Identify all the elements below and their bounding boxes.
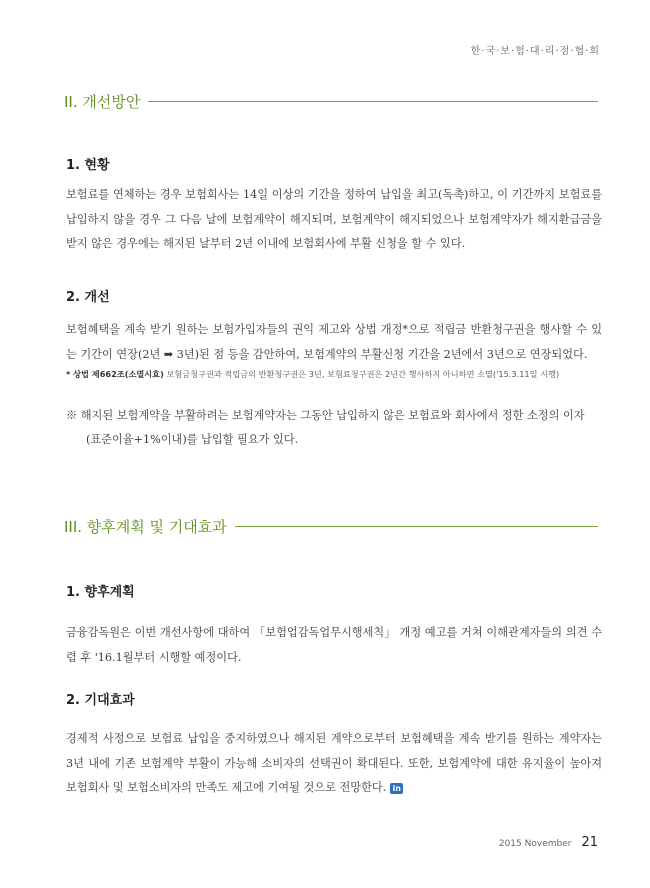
section-3-header bbox=[64, 515, 598, 537]
footnote bbox=[66, 369, 606, 380]
subheading-improve: 2. 개선 bbox=[66, 290, 110, 305]
section-divider bbox=[148, 101, 598, 102]
section-2-title: II. 개선방안 bbox=[64, 92, 141, 111]
remark-line-2: (표준이율+1%이내)를 납입할 필요가 있다. bbox=[86, 433, 299, 446]
issue-date: 2015 November bbox=[498, 839, 572, 849]
article-end-mark-icon: in bbox=[390, 783, 403, 794]
paragraph-effect-text: 경제적 사정으로 보험료 납입을 중지하였으나 해지된 계약으로부터 보험혜택을 계속 받기를 원하는 계약자는 3년 내에 기존 보험계약 부활이 가능해 소비자의 선택권이 확대된다. 또한, 보험계약에 대한 유지율이 높아져 보험회사 및 보험소비자의 만족도 제고에 기여될 것으로 전망한다. bbox=[66, 732, 602, 794]
remark-block bbox=[66, 404, 602, 452]
page-footer bbox=[499, 835, 598, 850]
subheading-plan: 1. 향후계획 bbox=[66, 585, 135, 600]
section-2-header bbox=[64, 90, 598, 112]
paragraph-improve: 보험혜택을 계속 받기 원하는 보험가입자들의 권익 제고와 상법 개정*으로 적립금 반환청구권을 행사할 수 있는 기간이 연장(2년 ➡ 3년)된 점 등을 감안하여, 보험계약의 부활신청 기간을 2년에서 3년으로 연장되었다. bbox=[66, 323, 602, 361]
footnote-text: 보험금청구권과 적립금의 반환청구권은 3년, 보험료청구권은 2년간 행사하지 아니하면 소멸('15.3.11일 시행) bbox=[163, 369, 560, 379]
subheading-current: 1. 현황 bbox=[66, 158, 110, 173]
footnote-label: * 상법 제662조(소멸시효) bbox=[66, 369, 164, 379]
header-organization: 한·국·보·험·대·리·점·협·회 bbox=[470, 46, 600, 57]
section-3-title: III. 향후계획 및 기대효과 bbox=[64, 517, 227, 536]
section-divider bbox=[235, 526, 598, 527]
paragraph-current: 보험료를 연체하는 경우 보험회사는 14일 이상의 기간을 정하여 납입을 최고(독촉)하고, 이 기간까지 보험료를 납입하지 않을 경우 그 다음 날에 보험계약이 해지되며, 보험계약이 해지되었으나 보험계약자가 해지환급금을 받지 않은 경우에는 해지된 날부터 2년 이내에 보험회사에 부활 신청을 할 수 있다. bbox=[66, 188, 602, 250]
remark-line-1: ※ 해지된 보험계약을 부활하려는 보험계약자는 그동안 납입하지 않은 보험료와 회사에서 정한 소정의 이자 bbox=[66, 409, 585, 422]
paragraph-effect bbox=[66, 727, 602, 801]
paragraph-plan: 금융감독원은 이번 개선사항에 대하여 「보험업감독업무시행세칙」 개정 예고를 거쳐 이해관계자들의 의견 수렴 후 '16.1월부터 시행할 예정이다. bbox=[66, 626, 602, 664]
subheading-effect: 2. 기대효과 bbox=[66, 693, 135, 708]
page-number: 21 bbox=[581, 835, 598, 850]
